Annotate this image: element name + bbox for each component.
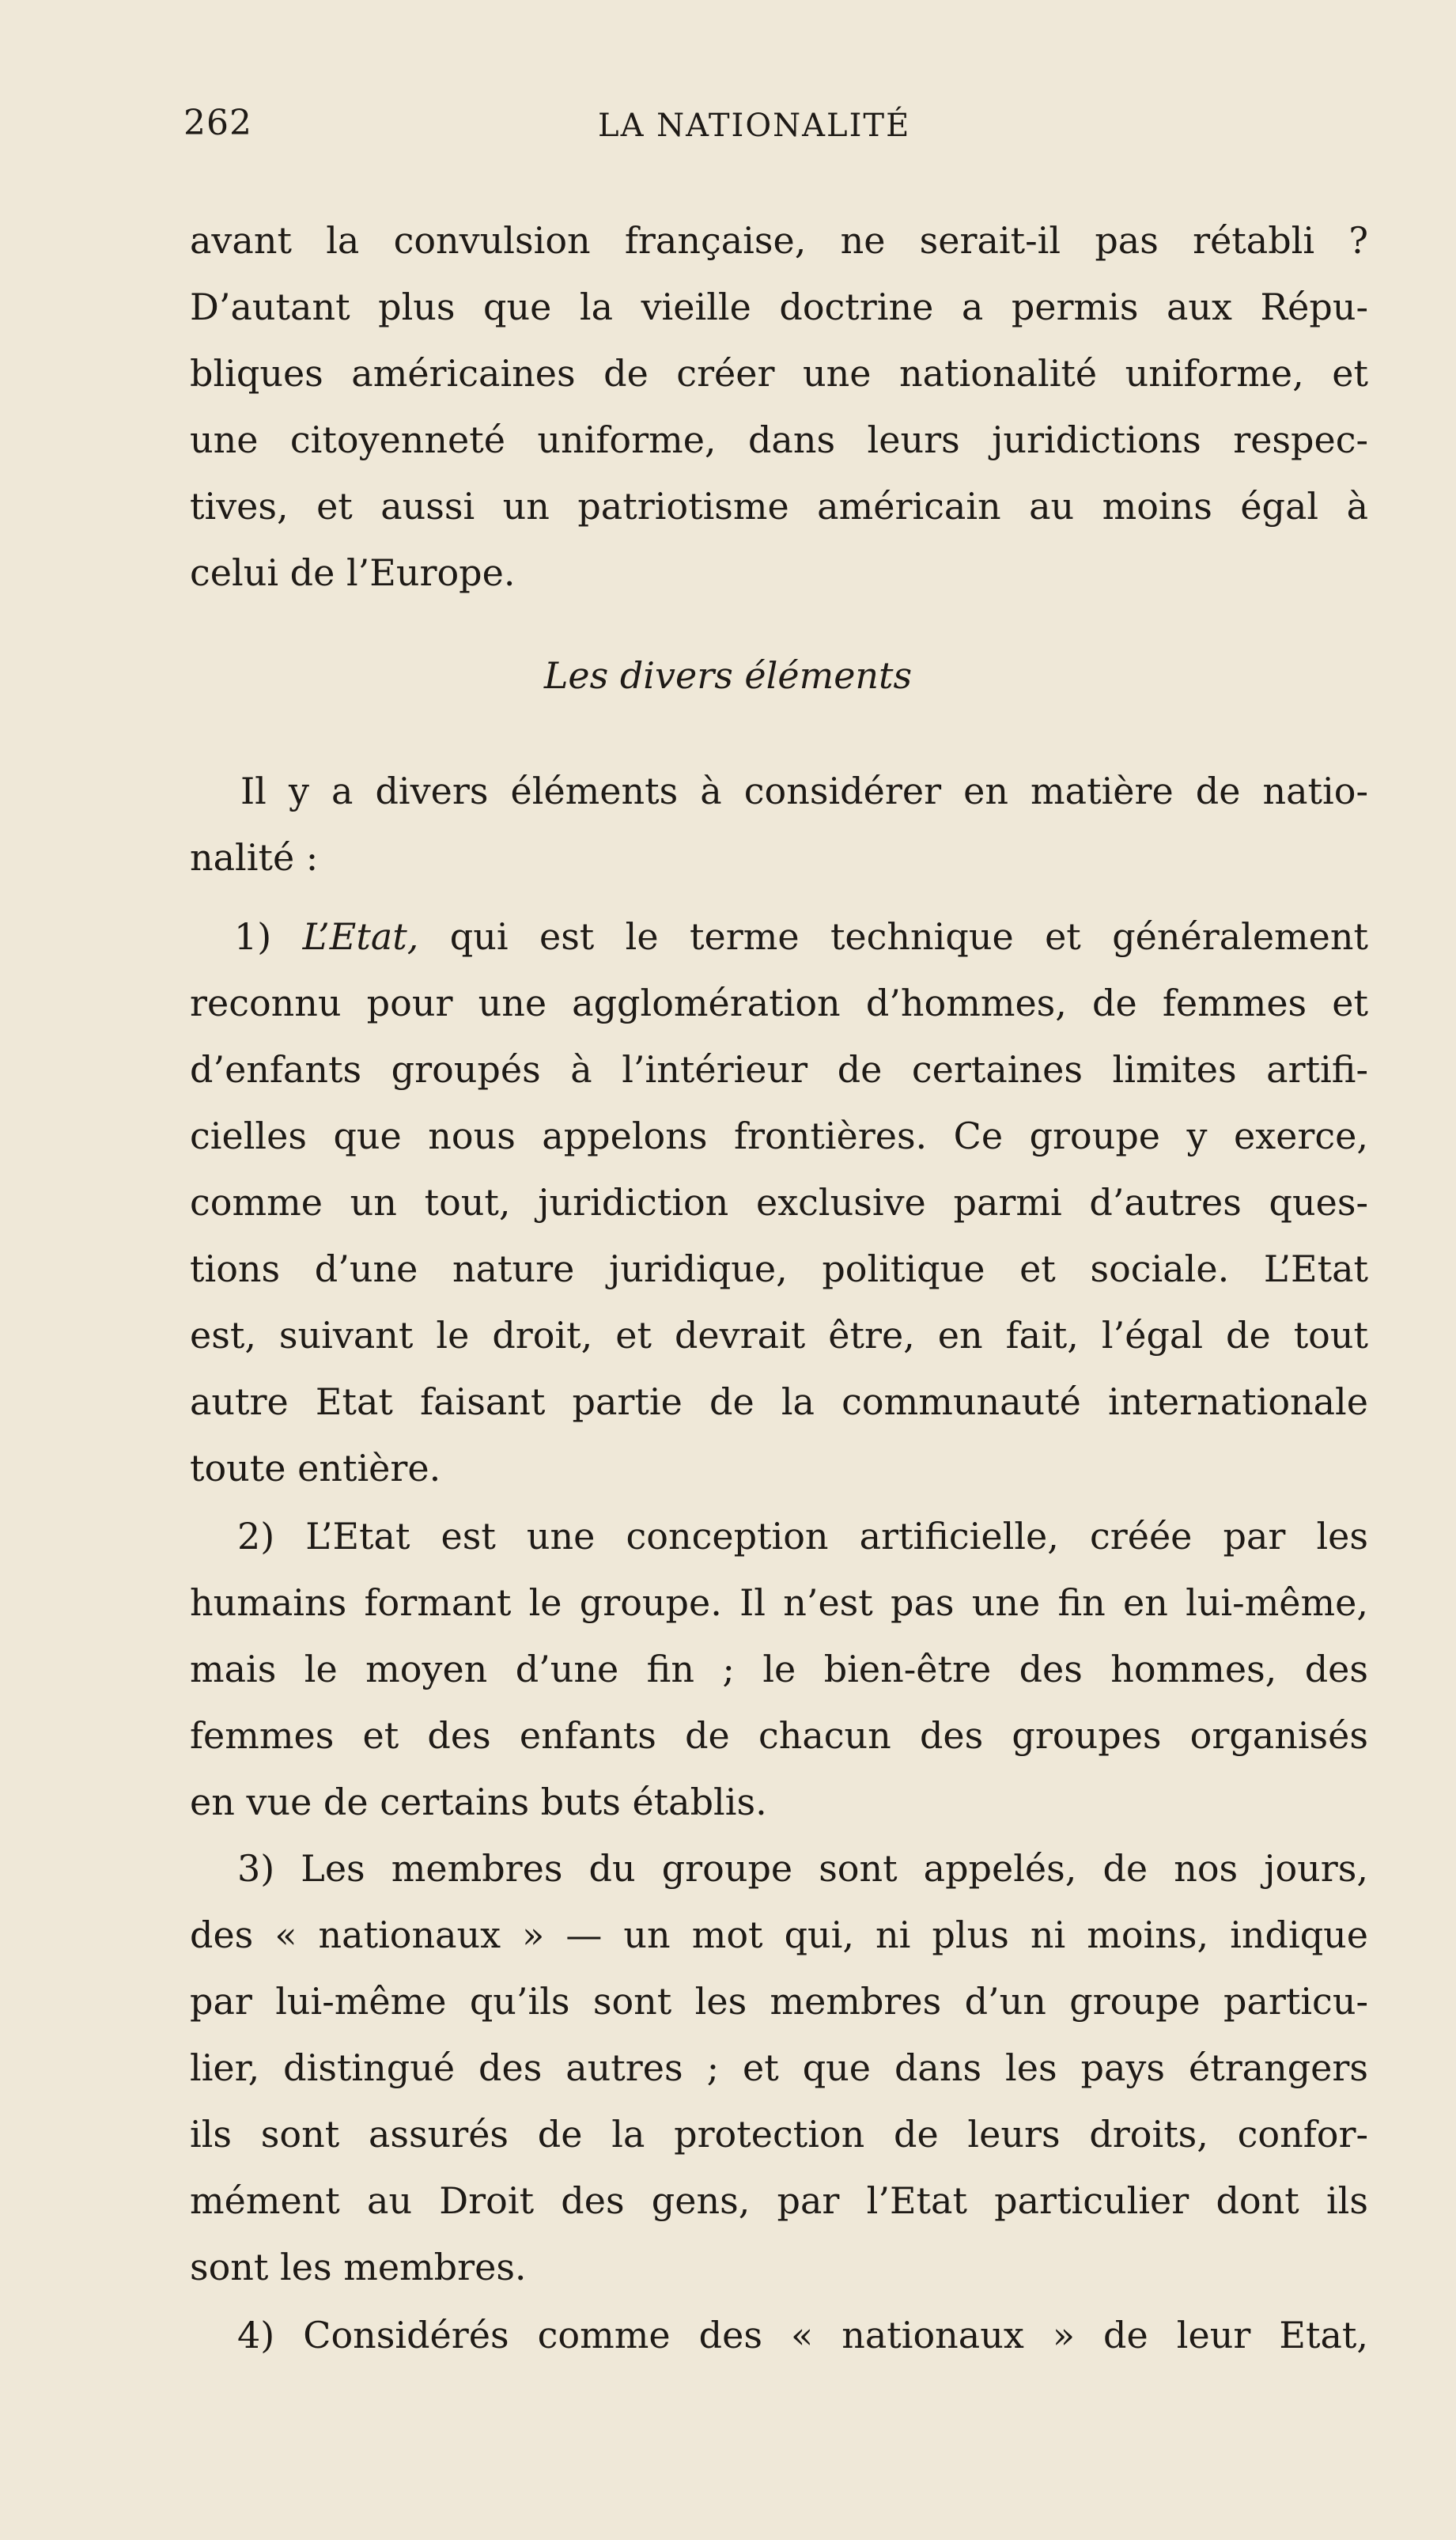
text-line: d’enfants groupés à l’intérieur de certaines limites artifi- (190, 1048, 1368, 1091)
text-line: par lui-même qu’ils sont les membres d’un groupe particu- (190, 1980, 1368, 2023)
item-1-first-line (190, 903, 1368, 970)
item-number: 1) (234, 915, 272, 958)
text-line: 3) Les membres du groupe sont appelés, de nos jours, (237, 1847, 1368, 1890)
page-number: 262 (183, 103, 252, 143)
text-line: en vue de certains buts établis. (190, 1781, 767, 1823)
text-line: tions d’une nature juridique, politique et sociale. L’Etat (190, 1247, 1368, 1290)
text-line: mais le moyen d’une fin ; le bien-être des hommes, des (190, 1648, 1368, 1690)
text-line: lier, distingué des autres ; et que dans les pays étrangers (190, 2046, 1368, 2089)
text-line: une citoyenneté uniforme, dans leurs juridictions respec- (190, 418, 1368, 461)
text-line: avant la convulsion française, ne serait-il pas rétabli ? (190, 219, 1368, 262)
text-line: est, suivant le droit, et devrait être, en fait, l’égal de tout (190, 1314, 1368, 1357)
item-2-paragraph (190, 1503, 1368, 1835)
item-4-paragraph (190, 2302, 1368, 2368)
text-line: ils sont assurés de la protection de leurs droits, confor- (190, 2113, 1368, 2156)
intro-paragraph (190, 207, 1368, 606)
item-3-paragraph (190, 1835, 1368, 2300)
text-line: celui de l’Europe. (190, 551, 516, 594)
text-line: sont les membres. (190, 2246, 527, 2288)
text-line: humains formant le groupe. Il n’est pas une fin en lui-même, (190, 1581, 1368, 1624)
text-line: autre Etat faisant partie de la communauté internationale (190, 1380, 1368, 1423)
text-line: mément au Droit des gens, par l’Etat particulier dont ils (190, 2179, 1368, 2222)
text-line: D’autant plus que la vieille doctrine a permis aux Répu- (190, 286, 1368, 328)
item-term: L’Etat, (302, 915, 419, 958)
text-line: Il y a divers éléments à considérer en matière de natio- (240, 770, 1368, 812)
text-line: 4) Considérés comme des « nationaux » de leur Etat, (237, 2314, 1368, 2356)
text-line: tives, et aussi un patriotisme américain au moins égal à (190, 485, 1368, 528)
elements-paragraph (190, 758, 1368, 891)
text-line: comme un tout, juridiction exclusive parmi d’autres ques- (190, 1181, 1368, 1224)
page-header (183, 103, 1370, 158)
text-line: bliques américaines de créer une nationalité uniforme, et (190, 352, 1368, 395)
text-line: reconnu pour une agglomération d’hommes, de femmes et (190, 982, 1368, 1024)
text-line: cielles que nous appelons frontières. Ce groupe y exerce, (190, 1115, 1368, 1157)
text-line: des « nationaux » — un mot qui, ni plus ni moins, indique (190, 1914, 1368, 1956)
text-line: toute entière. (190, 1447, 441, 1490)
text-line: femmes et des enfants de chacun des groupes organisés (190, 1714, 1368, 1757)
text-fragment: qui est le terme technique et généralement (449, 915, 1369, 958)
text-line: 2) L’Etat est une conception artificielle, créée par les (237, 1515, 1368, 1558)
text-line: nalité : (190, 836, 319, 879)
item-1-paragraph (190, 903, 1368, 1501)
section-heading: Les divers éléments (543, 654, 913, 697)
running-title: LA NATIONALITÉ (598, 108, 911, 144)
